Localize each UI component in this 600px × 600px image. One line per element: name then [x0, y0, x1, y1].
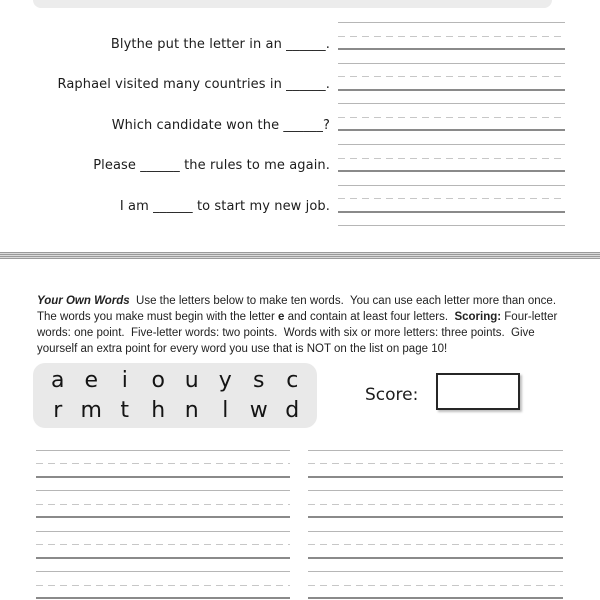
writing-guide-line: [338, 144, 565, 145]
score-label: Score:: [365, 385, 419, 405]
letter-cell: m: [80, 398, 102, 424]
writing-guide-line: [308, 531, 563, 532]
writing-guide-line: [36, 557, 290, 559]
letter-cell: t: [120, 398, 130, 424]
fill-in-sentence-2: Raphael visited many countries in ______.: [57, 77, 330, 92]
writing-guide-line: [338, 117, 565, 118]
fill-in-sentence-5: I am ______ to start my new job.: [119, 199, 330, 214]
instructions-text: and contain at least four letters.: [284, 310, 455, 323]
writing-guide-line: [308, 585, 563, 586]
instructions-title: Your Own Words: [37, 294, 130, 307]
writing-guide-line: [308, 504, 563, 505]
writing-guide-line: [308, 450, 563, 451]
writing-guide-line: [36, 490, 290, 491]
writing-guide-line: [36, 544, 290, 545]
fill-in-sentence-1: Blythe put the letter in an ______.: [110, 37, 330, 52]
letter-cell: c: [286, 367, 299, 393]
word-writing-lines-right: [308, 450, 563, 600]
letter-cell: d: [285, 398, 300, 424]
writing-guide-line: [338, 170, 565, 172]
writing-guide-line: [338, 89, 565, 91]
writing-guide-line: [308, 557, 563, 559]
writing-guide-line: [36, 531, 290, 532]
writing-guide-line: [338, 185, 565, 186]
writing-guide-line: [36, 516, 290, 518]
letter-cell: n: [184, 398, 199, 424]
letter-cell: r: [53, 398, 63, 424]
writing-guide-line: [338, 63, 565, 64]
writing-guide-line: [308, 544, 563, 545]
writing-guide-line: [338, 211, 565, 213]
writing-guide-line: [308, 597, 563, 599]
writing-guide-line: [338, 129, 565, 131]
fill-in-sentence-4: Please ______ the rules to me again.: [93, 158, 330, 173]
letter-cell: l: [222, 398, 229, 424]
previous-section-box-bottom: [33, 0, 552, 8]
letter-bank-box: [33, 363, 317, 428]
writing-guide-line: [338, 198, 565, 199]
writing-guide-line: [338, 225, 565, 226]
scoring-label: Scoring:: [454, 310, 502, 323]
section-divider: [0, 252, 600, 259]
score-box: [436, 373, 520, 410]
fill-in-sentence-3: Which candidate won the ______?: [111, 118, 330, 133]
letter-cell: o: [151, 367, 165, 393]
writing-guide-line: [338, 22, 565, 23]
writing-guide-line: [338, 158, 565, 159]
instructions-text: Four-letter words: one point. Five-letter words: two points. Words with six or more letters: three points. Give yourself an extra point for every word you use that is NOT on the list on page 10!: [37, 310, 561, 356]
writing-guide-line: [36, 450, 290, 451]
answer-writing-lines: [338, 22, 565, 228]
writing-guide-line: [338, 48, 565, 50]
writing-guide-line: [36, 597, 290, 599]
writing-guide-line: [36, 585, 290, 586]
letter-cell: u: [184, 367, 199, 393]
writing-guide-line: [338, 76, 565, 77]
writing-guide-line: [36, 571, 290, 572]
writing-guide-line: [338, 103, 565, 104]
writing-guide-line: [308, 476, 563, 478]
letter-cell: e: [84, 367, 99, 393]
required-letter: e: [277, 310, 285, 323]
writing-guide-line: [338, 36, 565, 37]
letter-cell: w: [249, 398, 268, 424]
letter-cell: a: [51, 367, 65, 393]
instructions-paragraph: [37, 293, 563, 358]
writing-guide-line: [308, 490, 563, 491]
letter-cell: h: [151, 398, 166, 424]
instructions-text: Use the letters below to make ten words. You can use each letter more than once. The words you make must begin with the letter: [37, 294, 563, 323]
writing-guide-line: [308, 516, 563, 518]
letter-cell: s: [253, 367, 265, 393]
writing-guide-line: [36, 476, 290, 478]
letter-cell: y: [218, 367, 232, 393]
writing-guide-line: [308, 463, 563, 464]
writing-guide-line: [36, 463, 290, 464]
writing-guide-line: [36, 504, 290, 505]
letter-cell: i: [121, 367, 128, 393]
writing-guide-line: [308, 571, 563, 572]
word-writing-lines-left: [36, 450, 290, 600]
